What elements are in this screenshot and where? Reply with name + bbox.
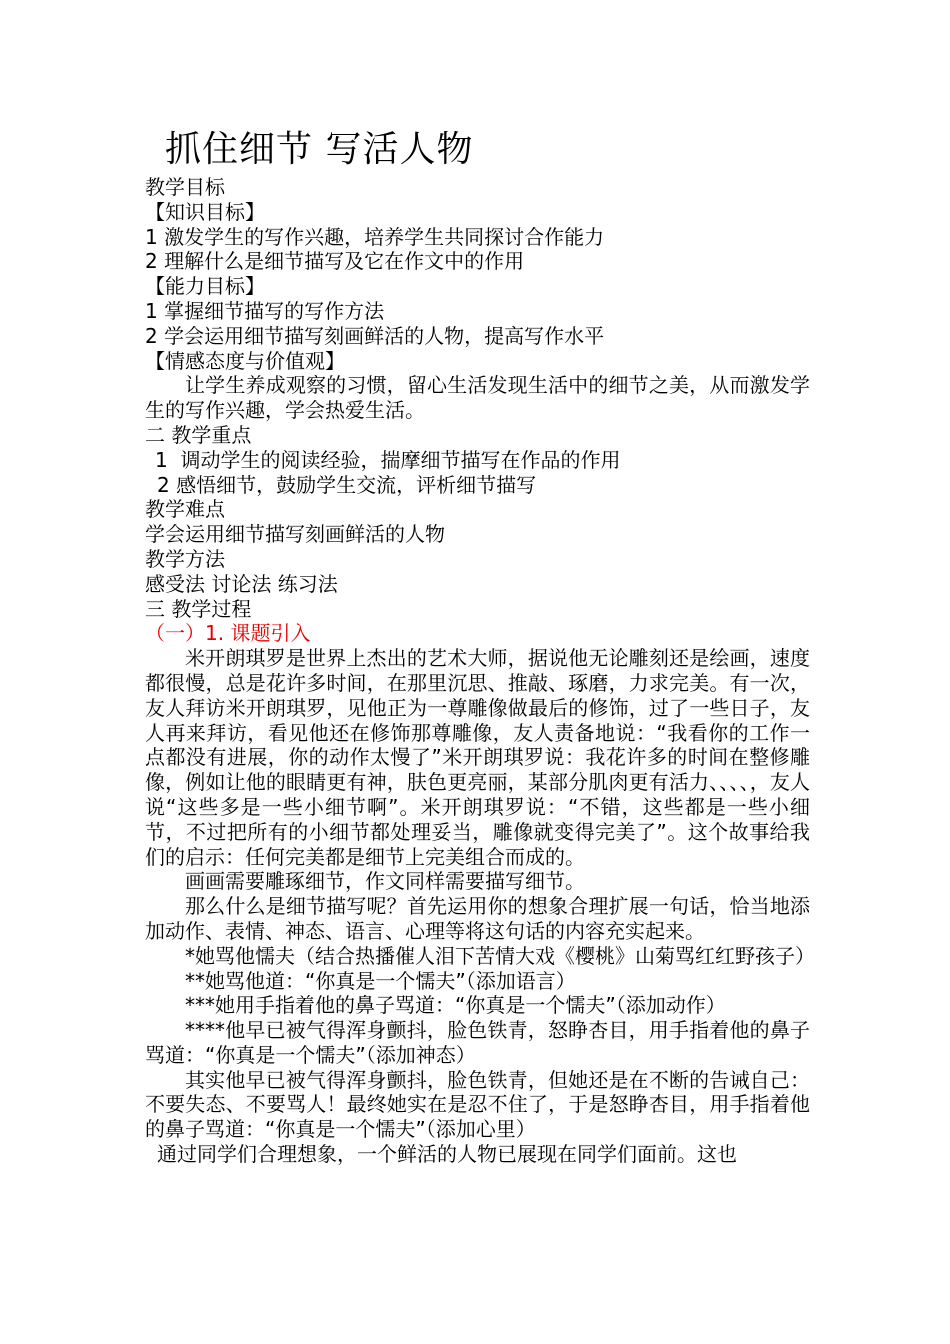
ability-item-2: 2 学会运用细节描写刻画鲜活的人物，提高写作水平 [145,323,605,348]
paragraph-what-is-detail: 那么什么是细节描写呢？首先运用你的想象合理扩展一句话，恰当地添加动作、表情、神态、语言、心理等将这句话的内容充实起来。 [145,894,810,943]
difficulty-text: 学会运用细节描写刻画鲜活的人物 [145,522,445,547]
method-text: 感受法 讨论法 练习法 [145,571,338,596]
emotion-paragraph: 让学生养成观察的习惯，留心生活发现生活中的细节之美，从而激发学生的写作兴趣，学会热爱生活。 [145,373,810,423]
knowledge-item-2: 2 理解什么是细节描写及它在作文中的作用 [145,249,525,274]
example-add-psychology: 其实他早已被气得浑身颤抖，脸色铁青，但她还是在不断的告诫自己：不要失态、不要骂人！最终她实在是忍不住了，于是怒睁杏目，用手指着他的鼻子骂道：“你真是一个懦夫”（添加心里） [145,1067,810,1142]
step-heading-intro: （一）1. 课题引入 [145,621,311,646]
process-heading: 三 教学过程 [145,596,252,621]
paragraph-conclusion: 通过同学们合理想象，一个鲜活的人物已展现在同学们面前。这也 [157,1142,737,1167]
key-points-heading: 二 教学重点 [145,422,252,447]
example-add-action: ***她用手指着他的鼻子骂道：“你真是一个懦夫”（添加动作） [185,993,726,1018]
document-title: 抓住细节 写活人物 [165,129,474,170]
key-point-1: 1 调动学生的阅读经验，揣摩细节描写在作品的作用 [155,447,621,472]
example-add-language: **她骂他道：“你真是一个懦夫”（添加语言） [185,968,576,993]
document-page [145,125,815,1167]
ability-heading: 【能力目标】 [145,274,265,299]
method-heading: 教学方法 [145,546,225,571]
story-paragraph: 米开朗琪罗是世界上杰出的艺术大师，据说他无论雕刻还是绘画，速度都很慢，总是花许多时间，在那里沉思、推敲、琢磨，力求完美。有一次，友人拜访米开朗琪罗，见他正为一尊雕像做最后的修饰，过了一些日子，友人再来拜访，看见他还在修饰那尊雕像，友人责备地说：“我看你的工作一点都没有进展，你的动作太慢了”米开朗琪罗说：我花许多的时间在整修雕像，例如让他的眼睛更有神，肤色更亮丽，某部分肌肉更有活力、、、、，友人说“这些多是一些小细节啊”。米开朗琪罗说：“不错，这些都是一些小细节，不过把所有的小细节都处理妥当，雕像就变得完美了”。这个故事给我们的启示：任何完美都是细节上完美组合而成的。 [145,646,810,869]
example-add-expression: ****他早已被气得浑身颤抖，脸色铁青，怒睁杏目，用手指着他的鼻子骂道：“你真是一个懦夫”（添加神态） [145,1018,810,1067]
ability-item-1: 1 掌握细节描写的写作方法 [145,298,385,323]
example-base-sentence: *她骂他懦夫（结合热播催人泪下苦情大戏《樱桃》山菊骂红红野孩子） [185,943,815,968]
knowledge-heading: 【知识目标】 [145,199,265,224]
emotion-heading: 【情感态度与价值观】 [145,348,345,373]
key-point-2: 2 感悟细节，鼓励学生交流，评析细节描写 [157,472,537,497]
goals-heading: 教学目标 [145,175,225,199]
paragraph-painting: 画画需要雕琢细节，作文同样需要描写细节。 [185,869,585,894]
difficulty-heading: 教学难点 [145,497,225,522]
knowledge-item-1: 1 激发学生的写作兴趣，培养学生共同探讨合作能力 [145,224,605,249]
